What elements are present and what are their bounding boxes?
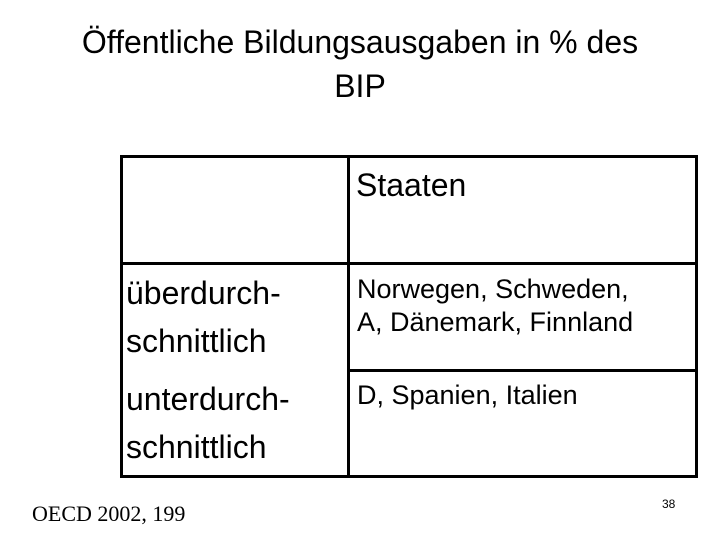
row-value-above-average: [357, 273, 633, 339]
row-label-above-average: [126, 269, 281, 365]
slide-title-line-1: Öffentliche Bildungsausgaben in % des: [81, 24, 639, 60]
row-label-below-average: [126, 375, 290, 471]
table-row-divider-body: [347, 369, 698, 372]
row-label-above-average-line-1: überdurch-: [126, 275, 281, 311]
row-label-above-average-line-2: schnittlich: [126, 323, 267, 359]
row-value-above-average-line-2: A, Dänemark, Finnland: [357, 307, 634, 337]
row-value-above-average-line-1: Norwegen, Schweden,: [357, 274, 629, 304]
table-column-divider: [347, 155, 350, 478]
table-row-divider-header: [120, 262, 698, 265]
page-number: 38: [662, 497, 676, 511]
source-citation: OECD 2002, 199: [32, 501, 186, 526]
row-value-below-average-line-1: D, Spanien, Italien: [357, 380, 578, 410]
row-label-below-average-line-1: unterdurch-: [126, 381, 290, 417]
row-label-below-average-line-2: schnittlich: [126, 429, 267, 465]
table-header-states: Staaten: [356, 167, 467, 203]
row-value-below-average: [357, 379, 578, 412]
slide-title-line-2: BIP: [334, 68, 386, 104]
slide-title: [0, 20, 720, 108]
